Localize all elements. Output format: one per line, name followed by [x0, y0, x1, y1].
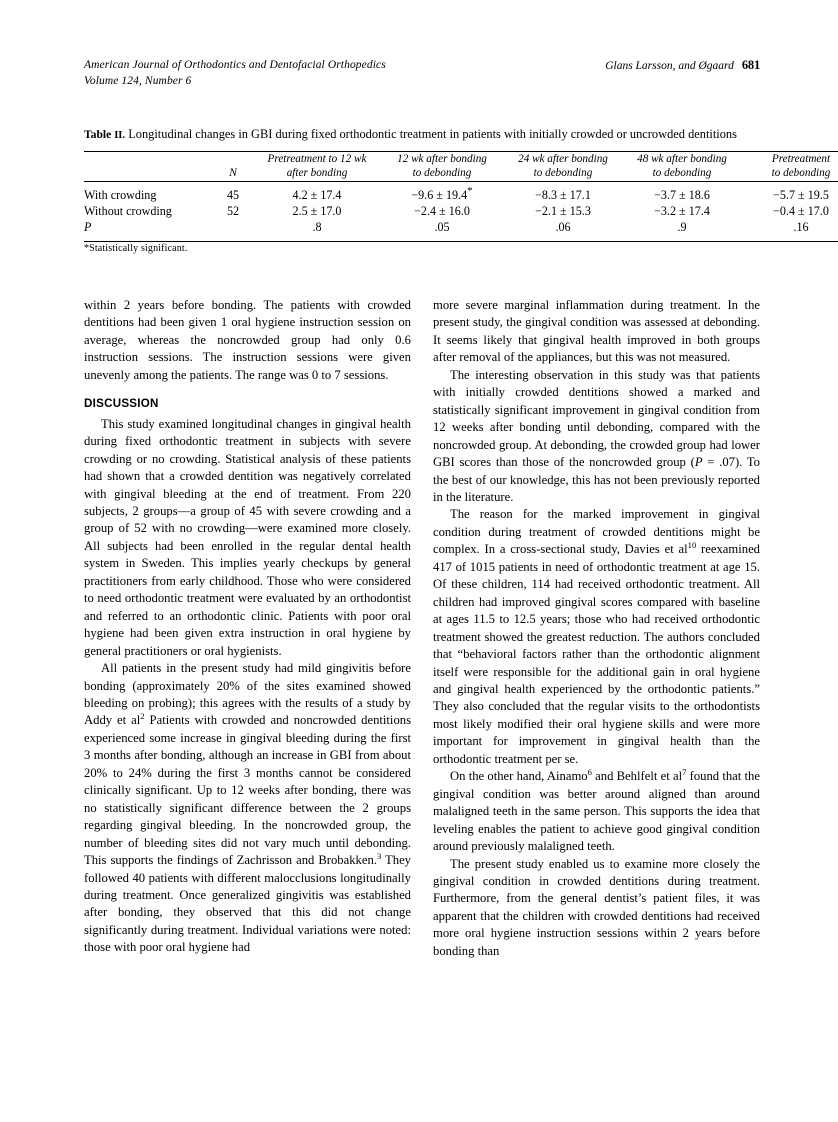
cell-value: .06 — [555, 220, 571, 235]
right-column — [433, 297, 760, 1067]
table-body — [84, 181, 838, 241]
table-caption — [84, 126, 760, 144]
table-block — [84, 126, 831, 255]
citation-ref: 6 — [587, 767, 592, 778]
journal-volume-issue: Volume 124, Number 6 — [84, 74, 192, 87]
table-row — [84, 181, 838, 203]
cell-value: .8 — [312, 220, 322, 235]
table-number: II. — [114, 130, 126, 141]
paragraph-continued: within 2 years before bonding. The patients with crowded dentitions had been given 1 oral hygiene instruction session on average, whereas the noncrowded group had only 0.6 instruction sessions. The instruction sessions were given unevenly among the patients. The range was 0 to 7 sessions. — [84, 298, 411, 382]
cell-value: −3.2 ± 17.4 — [654, 203, 710, 218]
cell-value: −8.3 ± 17.1 — [535, 187, 591, 202]
cell-n: 45 — [226, 187, 240, 202]
body-columns — [84, 297, 760, 1067]
cell-value: −9.6 ± 19.4* — [411, 184, 473, 202]
cell-value: −2.4 ± 16.0 — [414, 203, 470, 218]
table-row — [84, 219, 838, 241]
table-footnote-row — [84, 241, 838, 255]
cell-n: 52 — [226, 203, 240, 218]
page-number: 681 — [741, 58, 760, 72]
cell-value: 2.5 ± 17.0 — [292, 203, 342, 218]
cell-value: −3.7 ± 18.6 — [654, 187, 710, 202]
table-footnote: *Statistically significant. — [84, 242, 188, 254]
table-row — [84, 203, 838, 219]
cell-value: .05 — [434, 220, 450, 235]
journal-name: American Journal of Orthodontics and Dentofacial Orthopedics — [84, 59, 386, 71]
paragraph: This study examined longitudinal changes in gingival health during fixed orthodontic treatment in subjects with severe crowding or no crowding. Statistical analysis of these patients had shown that a crowded dentition was negatively correlated with gingival bleeding at the end of treatment. From 220 subjects, 2 groups—a group of 45 with severe crowding and a group of 52 with no crowding—were examined more closely. All subjects had been enrolled in the regular dental health system in Sweden. This implies yearly checkups by general practitioners from early childhood. Those who were considered to need orthodontic treatment were evaluated by an orthodontist and referred to an orthodontic clinic. Patients with poor oral hygiene had been given extra instruction in oral hygiene by general practitioners or oral hygienists. — [84, 416, 411, 658]
journal-title-block — [84, 58, 386, 89]
col-header-group — [84, 152, 212, 181]
col-header-n: N — [229, 166, 237, 180]
row-label-without-crowding: Without crowding — [84, 203, 172, 218]
cell-value: −2.1 ± 15.3 — [535, 203, 591, 218]
table-foot — [84, 241, 838, 255]
gbi-changes-table — [84, 151, 838, 254]
paragraph: The present study enabled us to examine more closely the gingival condition in crowded dentitions during treatment. Furthermore, from the general dentist’s patient files, it was apparent that the children with crowded dentitions had received more oral hygiene instruction sessions within 2 years before bonding than — [433, 856, 760, 958]
cell-value: −0.4 ± 17.0 — [773, 203, 829, 218]
citation-ref: 2 — [140, 711, 145, 722]
row-label-p-value: P — [84, 220, 92, 235]
citation-ref: 3 — [376, 850, 382, 861]
table-head — [84, 152, 838, 181]
citation-ref: 7 — [682, 767, 687, 778]
cell-value: 4.2 ± 17.4 — [292, 187, 342, 202]
cell-n — [212, 219, 254, 241]
cell-value: .9 — [677, 220, 687, 235]
paragraph: On the other hand, Ainamo$^6$ and Behlfelt et $al^7$ found that the gingival condition was better around aligned than around malaligned teeth in the same person. This supports the idea that leveling enables the patient to achieve good gingival condition around previously malaligned teeth. — [433, 767, 760, 854]
paragraph: The interesting observation in this study was that patients with initially crowded dentitions showed a marked and statistically significant improvement in gingival condition from 12 weeks after bonding until debonding, compared with the noncrowded group. At debonding, the crowded group had lower GBI scores than those of the noncrowded group (P = .07). To the best of our knowledge, this has not been previously reported in the literature. — [433, 367, 760, 504]
left-column — [84, 297, 411, 1067]
col-header-48wk-to-debond: 48 wk after bonding to debonding — [637, 153, 727, 180]
paragraph-continued: more severe marginal inflammation during treatment. In the present study, the gingival condition was assessed at debonding. It seems likely that gingival health improved in both groups after removal of the appliances, but this was not measured. — [433, 298, 760, 365]
table-header-row — [84, 152, 838, 181]
cell-value: −5.7 ± 19.5 — [773, 187, 829, 202]
authors-and-page — [605, 58, 760, 75]
col-header-12wk-to-debond: 12 wk after bonding to debonding — [397, 153, 487, 180]
table-caption-text: Longitudinal changes in GBI during fixed orthodontic treatment in patients with initially crowded or uncrowded dentitions — [128, 127, 737, 141]
author-names: Glans Larsson, and Øgaard — [605, 60, 734, 72]
paragraph: All patients in the present study had mild gingivitis before bonding (approximately 20% of the sites examined showed bleeding on probing); this agrees with the results of a study by Addy et $al^2$ Patients with crowded and noncrowded dentitions experienced some increase in gingival bleeding during the first 3 months after bonding, although an increase in GBI from about 20% to 24% during the first 3 months cannot be considered clinically significant. Up to 12 weeks after bonding, there was no statistically significant difference between the 2 groups regarding gingival bleeding. In the noncrowded group, the number of bleeding sites did not vary much until debonding. This supports the findings of Zachrisson and Brobakken.$^3$ They followed 40 patients with different malocclusions longitudinally during treatment. Once generalized gingivitis was established after bonding, they observed that this did not change significantly during treatment. Individual variations were noted: those with poor oral hygiene had — [84, 661, 412, 955]
statistic-symbol: P — [694, 455, 703, 470]
col-header-pre-to-12wk: Pretreatment to 12 wk after bonding — [267, 153, 367, 180]
running-head — [84, 58, 760, 89]
table-label: Table II. — [84, 128, 126, 141]
col-header-pre-to-debond: Pretreatment to debonding — [771, 153, 831, 180]
significance-star-icon: * — [467, 184, 473, 197]
paragraph: The reason for the marked improvement in gingival condition during treatment of crowded dentitions might be complex. In a cross-sectional study, Davies et $al^{10}$ reexamined 417 of 1015 patients in need of orthodontic treatment at age 15. Of these children, 114 had received orthodontic treatment. All children had improved gingival scores compared with baseline at ages 11.5 to 12.5 years; those who had received orthodontic treatment showed the greatest reduction. The authors concluded that “behavioral factors rather than the orthodontic alignment itself were responsible for the additional gain in oral hygiene and gingival health experienced by the orthodontic patients.” They also concluded that the regular visits to the orthodontists most likely modified their oral hygiene skills and were more important for improvement in gingival health than the orthodontic treatment per se. — [433, 507, 760, 766]
row-label-with-crowding: With crowding — [84, 187, 157, 202]
section-heading-discussion: DISCUSSION — [84, 396, 159, 410]
col-header-24wk-to-debond: 24 wk after bonding to debonding — [518, 153, 608, 180]
cell-value: .16 — [793, 220, 809, 235]
citation-ref: 10 — [687, 540, 697, 551]
